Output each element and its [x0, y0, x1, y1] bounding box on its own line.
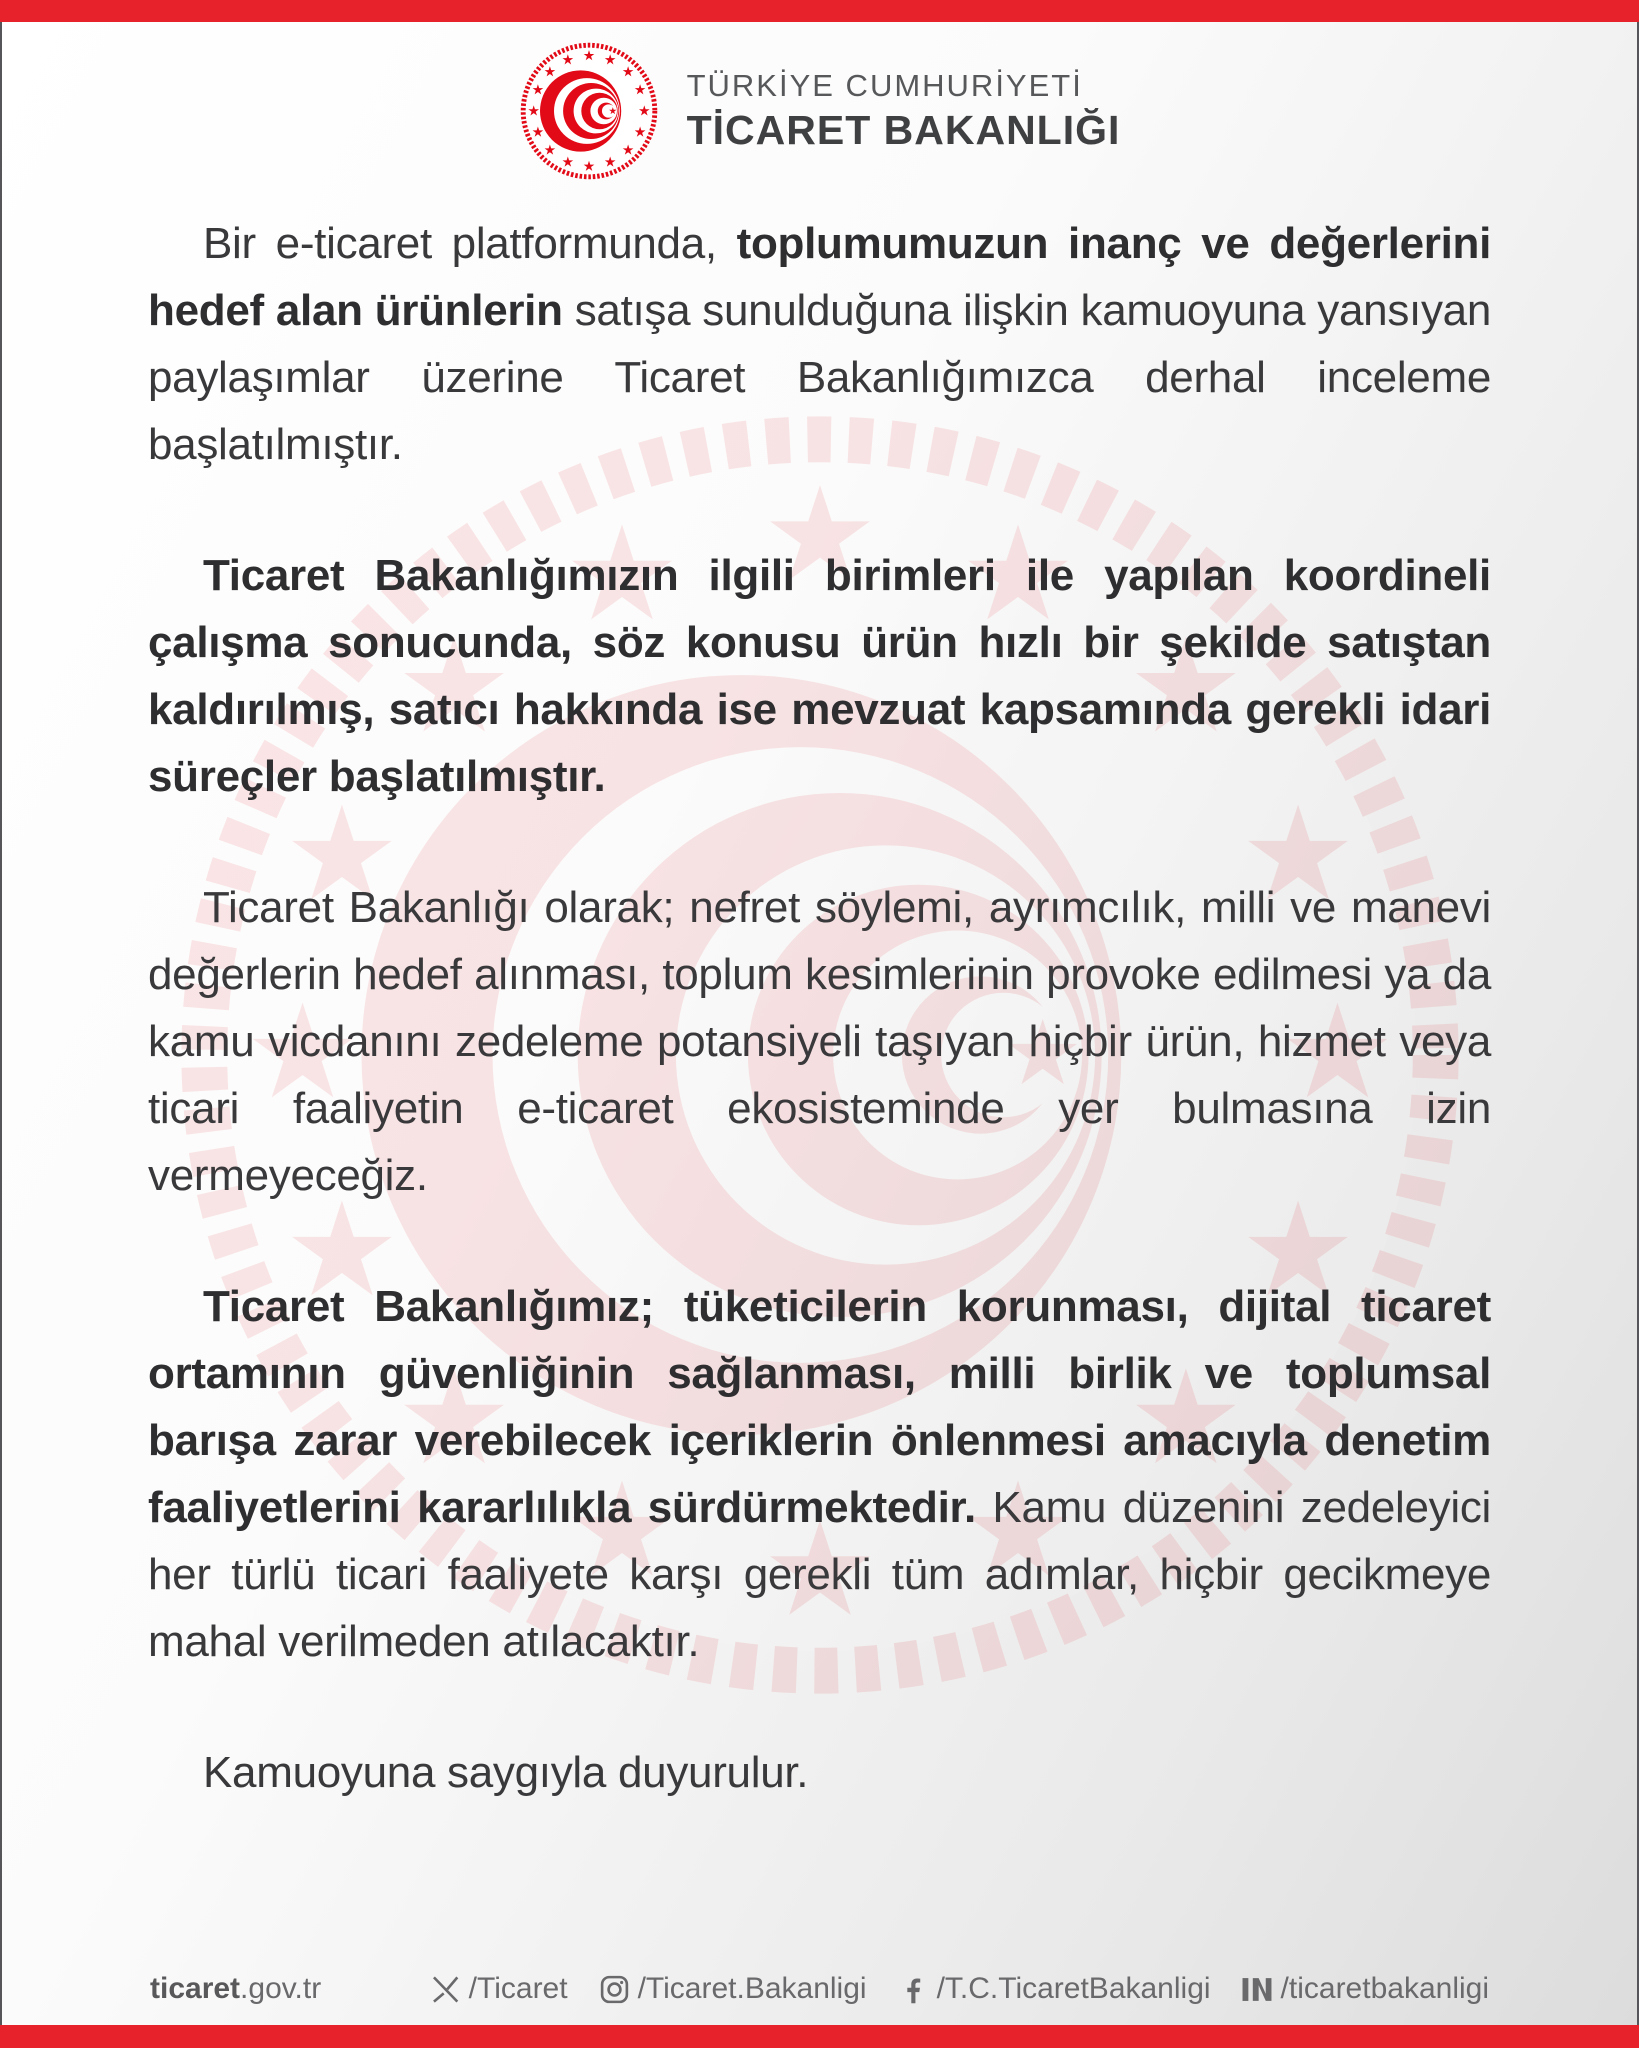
website-bold-part: ticaret [150, 1972, 241, 2005]
ministry-name-line1: TÜRKİYE CUMHURİYETİ [686, 68, 1083, 104]
facebook-icon [897, 1973, 930, 2006]
social-handle: /Ticaret [468, 1972, 568, 2005]
website-rest-part: .gov.tr [240, 1972, 322, 2005]
ministry-logo-icon [519, 41, 659, 181]
announcement-body [148, 210, 1491, 1806]
left-border-line [0, 22, 2, 2025]
social-handle: /ticaretbakanligi [1280, 1972, 1489, 2005]
social-links [429, 1972, 1489, 2006]
ministry-name-line2: TİCARET BAKANLIĞI [686, 106, 1121, 153]
instagram-icon [598, 1973, 631, 2006]
social-handle: /Ticaret.Bakanligi [637, 1972, 867, 2005]
paragraph-1: Bir e-ticaret platformunda, toplumumuzun inanç ve değerlerini hedef alan ürünlerin satışa sunulduğuna ilişkin kamuoyuna yansıyan paylaşımlar üzerine Ticaret Bakanlığımızca derhal inceleme başlatılmıştır. [148, 219, 1491, 469]
social-handle: /T.C.TicaretBakanligi [936, 1972, 1211, 2005]
paragraph-4: Ticaret Bakanlığımız; tüketicilerin korunması, dijital ticaret ortamının güvenliğinin sağlanması, milli birlik ve toplumsal barışa zarar verebilecek içeriklerin önlenmesi amacıyla denetim faaliyetlerini kararlılıkla sürdürmektedir. Kamu düzenini zedeleyici her türlü ticari faaliyete karşı gerekli tüm adımlar, hiçbir gecikmeye mahal verilmeden atılacaktır. [148, 1282, 1491, 1666]
paragraph-2: Ticaret Bakanlığımızın ilgili birimleri ile yapılan koordineli çalışma sonucunda, söz konusu ürün hızlı bir şekilde satıştan kaldırılmış, satıcı hakkında ise mevzuat kapsamında gerekli idari süreçler başlatılmıştır. [148, 551, 1491, 801]
bottom-red-bar [0, 2025, 1639, 2048]
social-nsosyal[interactable] [1241, 1972, 1489, 2006]
x-icon [429, 1973, 462, 2006]
page-footer [150, 1972, 1489, 2006]
nsosyal-icon [1241, 1973, 1274, 2006]
website-link[interactable] [150, 1972, 321, 2006]
ministry-title-block [687, 67, 1121, 155]
social-facebook[interactable] [897, 1972, 1211, 2006]
closing-line: Kamuoyuna saygıyla duyurulur. [203, 1748, 809, 1797]
social-x[interactable] [429, 1972, 568, 2006]
ministry-header [0, 40, 1639, 182]
paragraph-3: Ticaret Bakanlığı olarak; nefret söylemi, ayrımcılık, milli ve manevi değerlerin hedef alınması, toplum kesimlerinin provoke edilmesi ya da kamu vicdanını zedeleme potansiyeli taşıyan hiçbir ürün, hizmet veya ticari faaliyetin e-ticaret ekosisteminde yer bulmasına izin vermeyeceğiz. [148, 883, 1491, 1200]
top-red-bar [0, 0, 1639, 22]
social-instagram[interactable] [598, 1972, 867, 2006]
